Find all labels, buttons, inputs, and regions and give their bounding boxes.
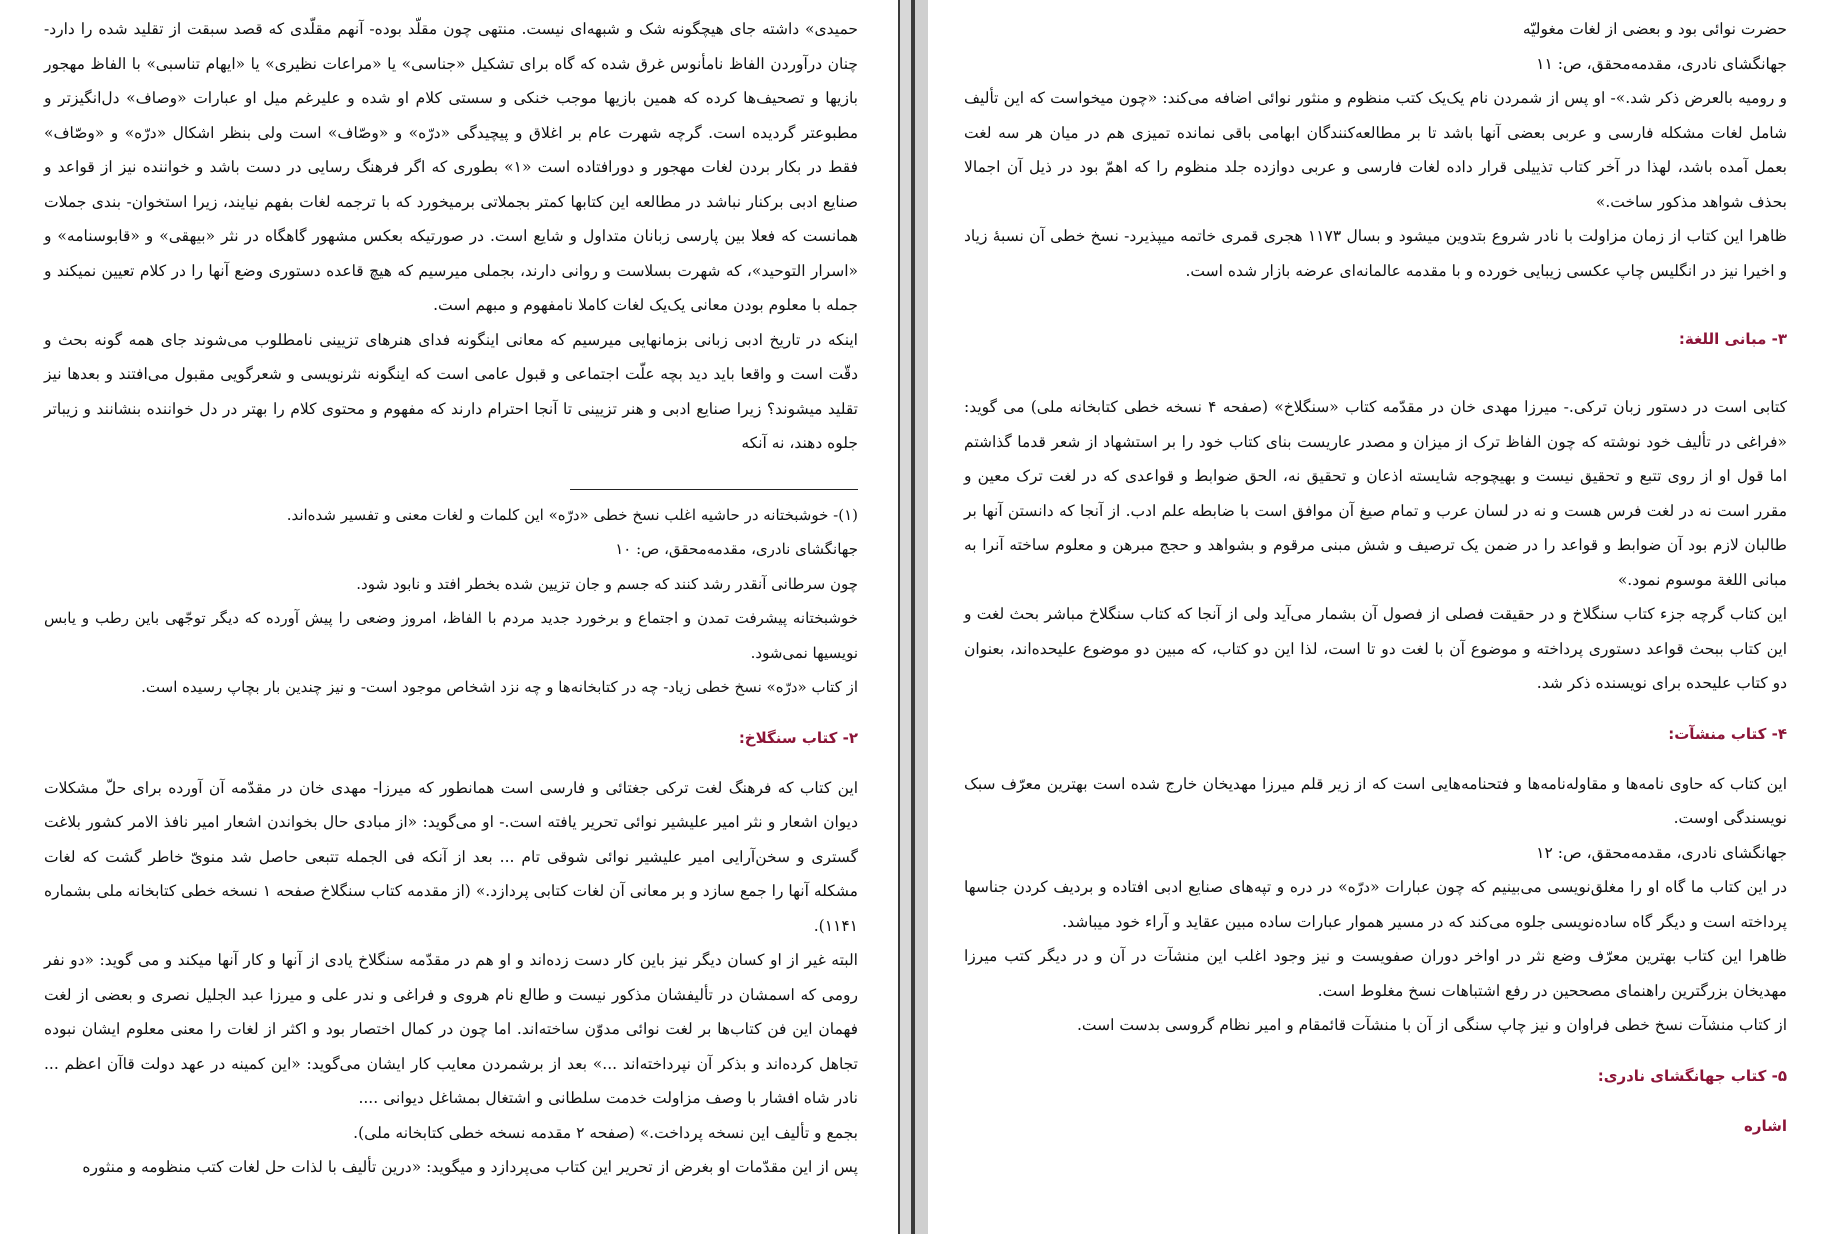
left-paragraph-6: پس از این مقدّمات او بغرض از تحریر این کتاب می‌پردازد و میگوید: «درین تألیف با لذات حل لغات کتب منظومه و منثوره xyxy=(82,1158,858,1176)
footnote-page-ref: جهانگشای نادری، مقدمه‌محقق، ص: ۱۰ xyxy=(615,540,858,558)
right-paragraph-4: ظاهرا این کتاب از زمان مزاولت با نادر شروع بتدوین میشود و بسال ۱۱۷۳ هجری قمری خاتمه میپذیرد- نسخ خطی آن نسبهٔ زیاد و اخیرا نیز در انگلیس چاپ عکسی زیبایی خورده و با مقدمه عالمانه‌ای عرضه بازار شده است. xyxy=(964,227,1787,280)
section-heading-2: ۲- کتاب سنگلاخ: xyxy=(738,728,858,747)
left-paragraph-4: البته غیر از او کسان دیگر نیز باین کار دست زده‌اند و او هم در مقدّمه سنگلاخ یادی از آنها و کار آنها میکند و می گوید: «دو نفر رومی که اسمشان در تألیفشان مذکور نیست و طالع نام هروی و فراغی و ندر علی و میرزا عبد الجلیل نصری و بعضی از لغت فهمان این فن کتاب‌ها بر لغت نوائی مدوّن ساخته‌اند. اما چون در کمال اختصار بود و اکثر از لغات را معنی معلوم ایشان نبوده تجاهل کرده‌اند و بذکر آن نپرداخته‌اند ...» بعد از برشمردن معایب کار ایشان می‌گوید: «این کمینه در عهد دولت قاآن اعظم ... نادر شاه افشار با وصف مزاولت خدمت سلطانی و اشتغال بمشاغل دیوانی .... xyxy=(44,951,858,1107)
section-heading-3: ۳- مبانی اللغة: xyxy=(1678,330,1787,348)
right-paragraph-10: ظاهرا این کتاب بهترین معرّف وضع نثر در اواخر دوران صفویست و نیز وجود اغلب این منشآت در آن و در دیگر کتب میرزا مهدیخان بزرگترین راهنمای مصححین در رفع اشتباهات نسخ مغلوط است. xyxy=(964,947,1787,1000)
left-paragraph-3: این کتاب که فرهنگ لغت ترکی جغتائی و فارسی است همانطور که میرزا- مهدی خان در مقدّمه آن آورده برای حلّ مشکلات دیوان اشعار و نثر امیر علیشیر نوائی تحریر یافته است.- او می‌گوید: «از مبادی حال بخواندن اشعار امیر نافذ الامر کشور بلاغت گستری و سخن‌آرایی امیر علیشیر نوائی شوقی تام ... بعد از آنکه فی الجمله تتبعی حاصل شد منویّ خاطر گشت که لغات مشکله آنها را جمع سازد و بر معانی آن لغات کتابی پردازد.» (از مقدمه کتاب سنگلاخ صفحه ۱ نسخه خطی کتابخانه ملی بشماره ۱۱۴۱). xyxy=(44,778,858,935)
right-page xyxy=(928,0,1825,1234)
right-paragraph-1: حضرت نوائی بود و بعضی از لغات مغولیّه xyxy=(1522,20,1787,38)
left-paragraph-2: اینکه در تاریخ ادبی زبانی بزمانهایی میرسیم که معانی اینگونه فدای هنرهای تزیینی نامطلوب می‌شوند جای همه گونه بحث و دقّت است و واقعا باید دید بچه علّت اجتماعی و قبول عامی است که اینگونه نثرنویسی و شعرگویی مقبول می‌افتند و بعدها نیز تقلید میشوند؟ زیرا صنایع ادبی و هنر تزیینی تا آنجا احترام دارند که مفهوم و محتوی کلام را بهتر در دل خواننده بنشانند و زیباتر جلوه دهند، نه آنکه xyxy=(44,330,858,452)
right-paragraph-9: در این کتاب ما گاه او را مغلق‌نویسی می‌بینیم که چون عبارات «درّه» در دره و تپه‌های صنایع ادبی افتاده و بردیف کردن جناسها پرداخته است و دیگر گاه ساده‌نویسی جلوه می‌کند که در مسیر هموار عبارات ساده مبین عقاید و آراء خود میباشد. xyxy=(964,878,1787,931)
right-paragraph-7: این کتاب که حاوی نامه‌ها و مقاوله‌نامه‌ها و فتحنامه‌هایی است که از زیر قلم میرزا مهدیخان خارج شده است بهترین معرّف سبک نویسندگی اوست. xyxy=(964,774,1787,827)
page-reference-11: جهانگشای نادری، مقدمه‌محقق، ص: ۱۱ xyxy=(1536,54,1787,73)
right-paragraph-5: کتابی است در دستور زبان ترکی.- میرزا مهدی خان در مقدّمه کتاب «سنگلاخ» (صفحه ۴ نسخه خطی کتابخانه ملی) می گوید: «فراغی در تألیف خود نوشته که چون الفاظ ترک از میزان و مصدر عاریست بنای کتاب خود را بر استشهاد از شعر قدما گذاشتم اما قول او از روی تتبع و تحقیق نیست و بهیچوجه شایسته اذعان و تحقیق نه، الحق ضوابط و قواعدی که در لغت ترک معین و مقرر است نه در لغت فرس هست و نه در لسان عرب و تمام صیغ آن موافق است با ضابطه علم ادب. از آنجا که دانستن آنها بر طالبان لازم بود آن ضوابط و قواعد را در ضمن یک ترصیف و شش مبنی مرقوم و بشواهد و حجج مبرهن و معلوم ساخته آنرا به مبانی اللغة موسوم نمود.» xyxy=(964,398,1788,589)
section-heading-4: ۴- کتاب منشآت: xyxy=(1668,724,1787,743)
footnote-manuscripts: از کتاب «درّه» نسخ خطی زیاد- چه در کتابخانه‌ها و چه نزد اشخاص موجود است- و نیز چندین بار بچاپ رسیده است. xyxy=(141,678,858,696)
book-gutter xyxy=(898,0,928,1234)
right-paragraph-3: و رومیه بالعرض ذکر شد.»- او پس از شمردن نام یک‌یک کتب منظوم و منثور نوائی اضافه می‌کند: «چون میخواست که این تألیف شامل لغات مشکله فارسی و عربی بعضی آنها باشد تا بر مطالعه‌کنندگان ابهامی باقی نمانده تمیزی هم در میان هر سه لغت بعمل آمده باشد، لهذا در آخر کتاب تذییلی قرار داده لغات فارسی و عربی دوازده جلد منظوم را که اهمّ بود در ذیل آن اجمالا بحذف شواهد مذکور ساخت.» xyxy=(964,89,1787,211)
right-paragraph-11: از کتاب منشآت نسخ خطی فراوان و نیز چاپ سنگی از آن با منشآت قائمقام و امیر نظام گروسی بدست است. xyxy=(1077,1016,1787,1034)
left-paragraph-5: بجمع و تألیف این نسخه پرداخت.» (صفحه ۲ مقدمه نسخه خطی کتابخانه ملی). xyxy=(353,1123,858,1142)
page-reference-12: جهانگشای نادری، مقدمه‌محقق، ص: ۱۲ xyxy=(1536,843,1787,862)
footnote-1: (۱)- خوشبختانه در حاشیه اغلب نسخ خطی «درّه» این کلمات و لغات معنی و تفسیر شده‌اند. xyxy=(286,505,858,524)
footnotes xyxy=(44,498,858,705)
section-heading-note: اشاره xyxy=(1743,1116,1787,1135)
footnote-separator xyxy=(570,489,858,490)
left-page xyxy=(0,0,898,1234)
footnote-note: خوشبختانه پیشرفت تمدن و اجتماع و برخورد جدید مردم با الفاظ، امروز وضعی را پیش آورده که دیگر توجّهی باین رطب و یابس نویسیها نمی‌شود. xyxy=(44,609,858,662)
footnote-continuation: چون سرطانی آنقدر رشد کنند که جسم و جان تزیین شده بخطر افتد و نابود شود. xyxy=(356,574,858,593)
left-paragraph-1: حمیدی» داشته جای هیچگونه شک و شبهه‌ای نیست. منتهی چون مقلّد بوده- آنهم مقلّدی که قصد سبقت از تقلید شده را دارد- چنان درآوردن الفاظ نامأنوس غرق شده که گاه برای تشکیل «جناسی» یا «مراعات نظیری» یا «ایهام تناسبی» با الفاظ مهجور بازیها و تصحیف‌ها کرده که همین بازیها موجب خنکی و سستی کلام او شده و علیرغم میل او عبارات «وصاف» دل‌انگیزتر و مطبوعتر گردیده است. گرچه شهرت عام بر اغلاق و پیچیدگی «درّه» و «وصّاف» است ولی بنظر اشکال «درّه» و «وصّاف» فقط در بکار بردن لغات مهجور و دورافتاده است «۱» بطوری که اگر فرهنگ رسایی در دست باشد و خواننده نیز از قواعد و صنایع ادبی برکنار نباشد در مطالعه این کتابها کمتر بجملاتی برمیخورد که با ترجمه لغات بفهم نیایند، زیرا استخوان- بندی جملات همانست که فعلا بین پارسی زبانان متداول و شایع است. در صورتیکه بعکس مشهور گاهگاه در نثر «بیهقی» و «قابوسنامه» و «اسرار التوحید»، که شهرت بسلاست و روانی دارند، بجملی میرسیم که هیچ قاعده دستوری وضع آنها را در کلام تعیین نمیکند و جمله با معلوم بودن معانی یک‌یک لغات کاملا نامفهوم و مبهم است. xyxy=(44,20,858,314)
right-paragraph-6: این کتاب گرچه جزء کتاب سنگلاخ و در حقیقت فصلی از فصول آن بشمار می‌آید ولی از آنجا که کتاب سنگلاخ مباشر بحث لغت و این کتاب ببحث قواعد دستوری پرداخته و موضوع آن با لغت دو تا است، لذا این دو کتاب، که مبین دو موضوع علیحده‌اند، بعنوان دو کتاب علیحده برای نویسنده ذکر شد. xyxy=(964,605,1787,692)
section-heading-5: ۵- کتاب جهانگشای نادری: xyxy=(1597,1066,1787,1085)
